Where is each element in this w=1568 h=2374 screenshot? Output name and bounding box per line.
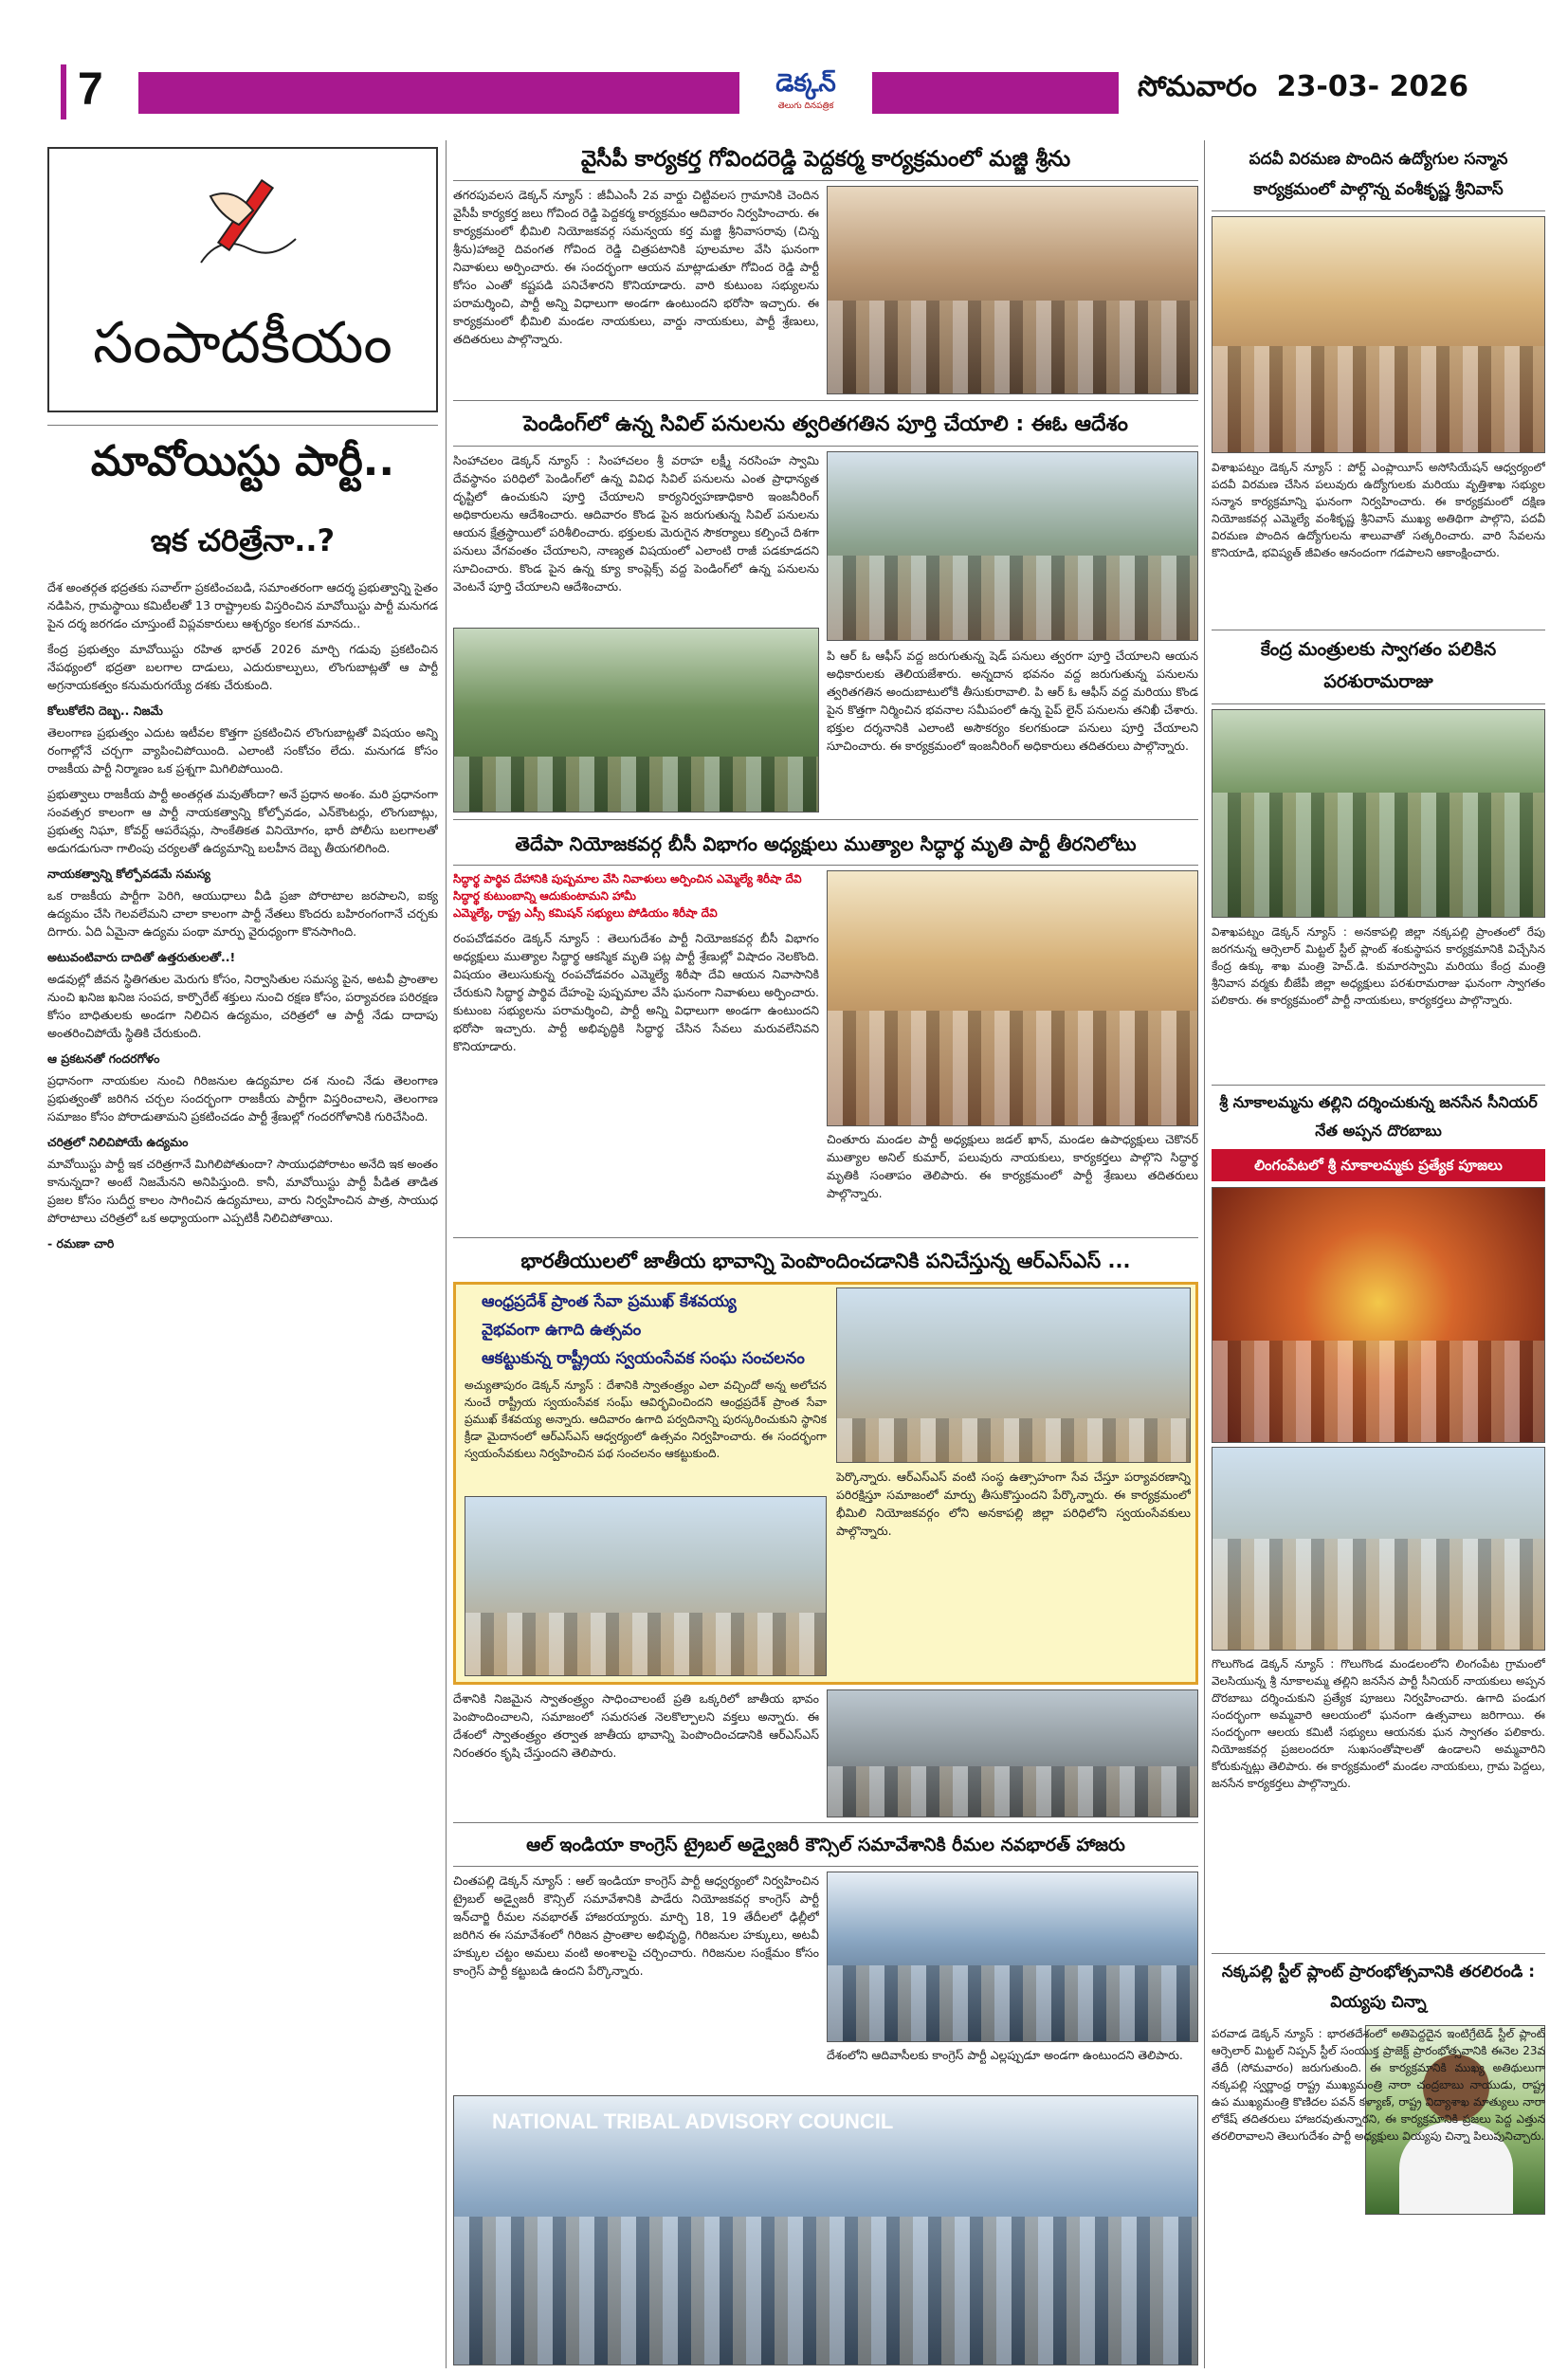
editorial-subhead: నాయకత్వాన్ని కోల్పోవడమే సమస్య	[47, 867, 211, 881]
rss-bullets	[465, 1287, 827, 1373]
story-rule	[1212, 703, 1545, 704]
story-photo	[453, 628, 819, 813]
story-photo	[453, 2095, 1198, 2365]
story-rule	[453, 1237, 1198, 1238]
column-rule	[1204, 140, 1205, 2368]
story-headline: భారతీయులలో జాతీయ భావాన్ని పెంపొందించడానికి పనిచేస్తున్న ఆర్ఎస్ఎస్ ...	[520, 1250, 1131, 1272]
story-headline: పెండింగ్‌లో ఉన్న సివిల్ పనులను త్వరితగతిన పూర్తి చేయాలి : ఈఓ ఆదేశం	[523, 412, 1128, 436]
story-headline: వైసీపీ కార్యకర్త గోవిందరెడ్డి పెద్దకర్మ కార్యక్రమంలో మజ్జి శ్రీను	[580, 147, 1071, 172]
editorial-headline: మావోయిస్టు పార్టీ..	[90, 437, 395, 485]
story-headline: పదవీ విరమణ పొందిన ఉద్యోగుల సన్మాన కార్యక్రమంలో పాల్గొన్న వంశీకృష్ణ శ్రీనివాస్	[1249, 150, 1508, 199]
story-body: విశాఖపట్నం డెక్కన్ న్యూస్ : పోర్ట్ ఎంప్లాయీస్ అసోసియేషన్ ఆధ్వర్యంలో పదవీ విరమణ చేసిన పలువురు ఉద్యోగులకు మరియు వృత్తిశాఖ సభ్యుల సన్మాన కార్యక్రమాన్ని ఘనంగా నిర్వహించారు. ఈ కార్యక్రమంలో దక్షిణ నియోజకవర్గ ఎమ్మెల్యే వంశీకృష్ణ శ్రీనివాస్ ముఖ్య అతిథిగా పాల్గొని, పదవీ విరమణ పొందిన ఉద్యోగులను శాలువాతో సత్కరించారు. వారి సేవలను కొనియాడి, భవిష్యత్ జీవితం ఆనందంగా గడపాలని ఆకాంక్షించారు.	[1212, 461, 1545, 559]
red-band: లింగంపేటలో శ్రీ నూకాలమ్మకు ప్రత్యేక పూజలు	[1212, 1149, 1545, 1181]
story-body: చింతపల్లి డెక్కన్ న్యూస్ : ఆల్ ఇండియా కాంగ్రెస్ పార్టీ ఆధ్వర్యంలో నిర్వహించిన ట్రైబల్ అడ్వైజరీ కౌన్సిల్ సమావేశానికి పాడేరు నియోజకవర్గ కాంగ్రెస్ పార్టీ ఇన్‌చార్జి రీమల నవభారత్ హాజరయ్యారు. మార్చి 18, 19 తేదీలలో ఢిల్లీలో జరిగిన ఈ సమావేశంలో గిరిజన ప్రాంతాల అభివృద్ధి, గిరిజనుల హక్కులు, అటవీ హక్కుల చట్టం అమలు వంటి అంశాలపై చర్చించారు. గిరిజనుల సంక్షేమం కోసం కాంగ్రెస్ పార్టీ కట్టుబడి ఉందని పేర్కొన్నారు.	[453, 1873, 819, 1978]
story-rule	[453, 180, 1198, 181]
story-body: దేశానికి నిజమైన స్వాతంత్ర్యం సాధించాలంటే ప్రతి ఒక్కరిలో జాతీయ భావం పెంపొందించాలని, సమాజంలో సమరసత నెలకొల్పాలని వక్తలు అన్నారు. ఈ దేశంలో స్వాతంత్ర్యం తర్వాత జాతీయ భావాన్ని పెంపొందించడానికి ఆర్ఎస్ఎస్ నిరంతరం కృషి చేస్తుందని తెలిపారు.	[453, 1691, 819, 1760]
story-photo	[827, 186, 1198, 394]
story-body: పెర్కొన్నారు. ఆర్ఎస్ఎస్ వంటి సంస్థ ఉత్సాహంగా సేవ చేస్తూ పర్యావరణాన్ని పరిరక్షిస్తూ సమాజంలో మార్పు తీసుకొస్తుందని పేర్కొన్నారు. ఈ కార్యక్రమంలో భీమిలి నియోజకవర్గం లోని అనకాపల్లి జిల్లా పరిధిలోని స్వయంసేవకులు పాల్గొన్నారు.	[836, 1470, 1191, 1538]
masthead-band	[138, 72, 1119, 114]
story-body: గొలుగొండ డెక్కన్ న్యూస్ : గొలుగొండ మండలంలోని లింగంపేట గ్రామంలో వెలసియున్న శ్రీ నూకాలమ్మ తల్లిని జనసేన పార్టీ సీనియర్ నాయకులు అప్పన దొరబాబు దర్శించుకుని ప్రత్యేక పూజలు నిర్వహించారు. ఉగాది పండుగ సందర్భంగా అమ్మవారి ఆలయంలో ఘనంగా ఉత్సవాలు జరిగాయి. ఈ సందర్భంగా ఆలయ కమిటీ సభ్యులు ఆయనకు ఘన స్వాగతం పలికారు. నియోజకవర్గ ప్రజలందరూ సుఖసంతోషాలతో ఉండాలని అమ్మవారిని కోరుకున్నట్లు తెలిపారు. ఈ కార్యక్రమంలో మండల నాయకులు, గ్రామ పెద్దలు, జనసేన కార్యకర్తలు పాల్గొన్నారు.	[1212, 1657, 1545, 1790]
story-body: పి ఆర్ ఓ ఆఫీస్ వద్ద జరుగుతున్న షెడ్ పనులు త్వరగా పూర్తి చేయాలని ఆయన అధికారులకు తెలియజేశారు. అన్నదాన భవనం వద్ద జరుగుతున్న పనులను త్వరితగతిన అందుబాటులోకి తీసుకురావాలి. పి ఆర్ ఓ ఆఫీస్ వద్ద మరియు కొండ పైన కొత్తగా నిర్మించిన భవనాల సమీపంలో ఉన్న పైప్ లైన్ పనులను తనిఖీ చేశారు. భక్తుల దర్శనానికి ఎలాంటి అసౌకర్యం కలగకుండా పనులు పూర్తి చేయాలని సూచించారు. ఈ కార్యక్రమంలో ఇంజనీరింగ్ అధికారులు తదితరులు పాల్గొన్నారు.	[827, 648, 1198, 753]
editorial-paragraph: ప్రభుత్వాలు రాజకీయ పార్టీ అంతర్గత మవుతోందా? అనే ప్రధాన అంశం. మరి ప్రధానంగా సంవత్సర కాలంగా ఆ పార్టీ నాయకత్వాన్ని కోల్పోవడం, ఎన్‌కౌంటర్లు, లొంగుబాట్లు, ప్రభుత్వ నిఘా, కోవర్ట్ ఆపరేషన్లు, సాంకేతికత వినియోగం, భారీ పోలీసు బలగాలతో అడుగడుగునా గాలింపు చర్యలతో ఉద్యమాన్ని బలహీన దెబ్బ తీయగలిగింది.	[47, 787, 438, 855]
story-red-subhead: సిద్ధార్థ పార్థివ దేహానికి పుష్పమాల వేసి నివాళులు అర్పించిన ఎమ్మెల్యే శిరీషా దేవి	[453, 872, 802, 886]
logo-text: డెక్కన్	[775, 69, 836, 98]
story-red-subhead: సిద్ధార్థ కుటుంబాన్ని ఆదుకుంటామని హామీ	[453, 889, 636, 903]
story-body: సింహాచలం డెక్కన్ న్యూస్ : సింహాచలం శ్రీ వరాహ లక్ష్మీ నరసింహ స్వామి దేవస్థానం పరిధిలో పెండింగ్‌లో ఉన్న వివిధ సివిల్ పనులను ఎంత ప్రాధాన్యత దృష్టిలో ఉంచుకుని పూర్తి చేయాలని కార్యనిర్వహణాధికారి ఇంజనీరింగ్ అధికారులను ఆదేశించారు. ఆదివారం కొండ పైన జరుగుతున్న సివిల్ పనులను ఆయన క్షేత్రస్థాయిలో పరిశీలించారు. భక్తులకు మెరుగైన సౌకర్యాలు కల్పించే దిశగా పనులు వేగవంతం చేయాలని, నాణ్యత విషయంలో ఎలాంటి రాజీ పడకూడదని సూచించారు. కొండ పైన ఉన్న క్యూ కాంప్లెక్స్ వద్ద పెండింగ్‌లో ఉన్న పనులను వెంటనే పూర్తి చేయాలని ఆదేశించారు.	[453, 453, 819, 594]
editorial-paragraph: అడవుల్లో జీవన స్థితిగతుల మెరుగు కోసం, నిర్వాసితుల సమస్య పైన, అటవీ ప్రాంతాల నుంచి ఖనిజ ఖనిజ సంపద, కార్పొరేట్ శక్తులు నుంచి రక్షణ కోసం, పర్యావరణ పరిరక్షణ కోసం బాధితులకు అండగా నిలిచిన ఉద్యమం, చరిత్రలో ఆ పార్టీ నేడు దాదాపు అంతరించిపోయే స్థితికి చేరుకుంది.	[47, 972, 438, 1040]
story-rule	[1212, 1953, 1545, 1954]
issue-date: సోమవారం 23-03- 2026	[1138, 70, 1469, 103]
editorial-subheadline: ఇక చరిత్రేనా..?	[150, 522, 336, 558]
editorial-paragraph: ప్రధానంగా నాయకుల నుంచి గిరిజనుల ఉద్యమాల దశ నుంచి నేడు తెలంగాణ ప్రభుత్వంతో జరిగిన చర్చల సందర్భంగా రాజకీయ పార్టీగా విస్తరించాలని, తెలంగాణ సమాజం కోసం పోరాడుతామని ప్రకటించడం పార్టీ శ్రేణుల్లో గందరగోళానికి గురిచేసింది.	[47, 1073, 438, 1123]
story-photo	[827, 451, 1198, 641]
editorial-subhead: కోలుకోలేని దెబ్బ.. నిజమే	[47, 703, 163, 718]
conference-banner: NATIONAL TRIBAL ADVISORY COUNCIL	[492, 2109, 894, 2133]
story-body: తగరపువలస డెక్కన్ న్యూస్ : జీవీఎంసీ 2వ వార్డు చిట్టివలస గ్రామానికి చెందిన వైసీపీ కార్యకర్త జలు గోవింద రెడ్డి పెద్దకర్మ కార్యక్రమం ఆదివారం నిర్వహించారు. ఈ కార్యక్రమంలో భీమిలి నియోజకవర్గ సమన్వయ కర్త మజ్జి శ్రీనివాసరావు (చిన్న శ్రీను)హాజరై దివంగత గోవింద రెడ్డి చిత్రపటానికి పూలమాల వేసి ఘనంగా నివాళులు అర్పించారు. ఈ సందర్భంగా ఆయన మాట్లాడుతూ గోవింద రెడ్డి పార్టీ కోసం ఎంతో కష్టపడి పనిచేశారని కొనియాడారు. వారి కుటుంబ సభ్యులను పరామర్శించి, పార్టీ అన్ని విధాలుగా అండగా ఉంటుందని భరోసా ఇచ్చారు. ఈ కార్యక్రమంలో భీమిలి మండల నాయకులు, వార్డు నాయకులు, పార్టీ శ్రేణులు, తదితరులు పాల్గొన్నారు.	[453, 188, 819, 346]
story-body: పరవాడ డెక్కన్ న్యూస్ : భారతదేశంలో అతిపెద్దదైన ఇంటిగ్రేటెడ్ స్టీల్ ప్లాంట్ ఆర్సెలార్ మిట్టల్ నిప్పన్ స్టీల్ సంయుక్త ప్రాజెక్ట్ ప్రారంభోత్సవానికి ఈనెల 23వ తేదీ (సోమవారం) జరుగుతుంది. ఈ కార్యక్రమానికి ముఖ్య అతిథులుగా నక్కపల్లి స్వర్ణాంధ్ర రాష్ట్ర ముఖ్యమంత్రి నారా చంద్రబాబు నాయుడు, రాష్ట్ర ఉప ముఖ్యమంత్రి కొణిదల పవన్ కళ్యాణ్, రాష్ట్ర విద్యాశాఖ మాత్యులు నారా లోకేష్ తదితరులు హాజరవుతున్నారని, ఈ కార్యక్రమానికి ప్రజలు పెద్ద ఎత్తున తరలిరావాలని తెలుగుదేశం పార్టీ అధ్యక్షులు వియ్యపు చిన్నా పిలుపునిచ్చారు.	[1212, 2027, 1545, 2143]
story-photo	[1212, 709, 1545, 918]
story-rule	[1212, 1085, 1545, 1086]
editorial-paragraph: ఒక రాజకీయ పార్టీగా పెరిగి, ఆయుధాలు వీడి ప్రజా పోరాటాల జరపాలని, ఐక్య ఉద్యమం చేసి గెలవలేమని చాలా కాలంగా పార్టీ నేతలు కొందరు బహిరంగంగానే చర్చకు దిగారు. ఏది ఏమైనా ఉద్యమ పంథా మార్పు వైరుధ్యంగా కొనసాగింది.	[47, 888, 438, 939]
editorial-paragraph: దేశ అంతర్గత భద్రతకు సవాల్‌గా ప్రకటించబడి, సమాంతరంగా ఆదర్శ ప్రభుత్వాన్ని సైతం నడిపిన, గ్రామస్థాయి కమిటీలతో 13 రాష్ట్రాలకు విస్తరించిన మావోయిస్టు పార్టీ మనుగడ పైన దర్శ జరగడం చూస్తుంటే విప్లవకారులు ఆశ్చర్యం కలగక మానదు..	[47, 580, 438, 630]
story-photo	[827, 1689, 1198, 1817]
story-subheads	[453, 870, 819, 922]
story-headline: నక్కపల్లి స్టీల్ ప్లాంట్ ప్రారంభోత్సవానికి తరలిరండి : వియ్యపు చిన్నా	[1221, 1963, 1536, 2012]
story-red-subhead: ఎమ్మెల్యే, రాష్ట్ర ఎస్సీ కమిషన్ సభ్యులు పోడియం శిరీషా దేవి	[453, 906, 718, 920]
story-rule	[453, 1866, 1198, 1867]
page-number: 7	[78, 64, 103, 115]
editorial-subhead: ఆ ప్రకటనతో గందరగోళం	[47, 1051, 160, 1066]
story-rule	[453, 865, 1198, 866]
editorial-rule	[47, 425, 438, 426]
story-rule	[453, 819, 1198, 820]
story-rule	[453, 446, 1198, 447]
editorial-subhead: చరిత్రలో నిలిచిపోయే ఉద్యమం	[47, 1135, 189, 1149]
story-rule	[453, 1822, 1198, 1823]
editorial-paragraph: తెలంగాణ ప్రభుత్వం ఎదుట ఇటీవల కొత్తగా ప్రకటించిన లొంగుబాట్లతో విషయం అన్ని రంగాల్లోనే చర్చగా వ్యాపించిపోయింది. ఎలాంటి సంకోచం లేదు. మనుగడ కోసం రాజకీయ పార్టీ నిర్మాణం ఒక ప్రశ్నగా మిగిలిపోయింది.	[47, 725, 438, 776]
editorial-title-box	[47, 147, 438, 412]
story-headline: తెదేపా నియోజకవర్గ బీసీ విభాగం అధ్యక్షులు ముత్యాల సిద్ధార్థ మృతి పార్టీ తీరనిలోటు	[515, 832, 1137, 855]
story-body: విశాఖపట్నం డెక్కన్ న్యూస్ : అనకాపల్లి జిల్లా నక్కపల్లి ప్రాంతంలో రేపు జరగనున్న ఆర్సెలార్ మిట్టల్ స్టీల్ ప్లాంట్ శంకుస్థాపన కార్యక్రమానికి విచ్చేసిన కేంద్ర ఉక్కు శాఖ మంత్రి హెచ్.డి. కుమారస్వామి మరియు కేంద్ర మంత్రి శ్రీనివాస వర్మకు బీజేపీ జిల్లా అధ్యక్షులు పరశురామరాజు ఘనంగా స్వాగతం పలికారు. ఈ కార్యక్రమంలో పార్టీ నాయకులు, కార్యకర్తలు పాల్గొన్నారు.	[1212, 925, 1545, 1007]
rss-bullet: ఆంధ్రప్రదేశ్ ప్రాంత సేవా ప్రముఖ్ కేశవయ్య	[482, 1292, 737, 1311]
story-rule	[453, 400, 1198, 401]
editorial-paragraph: మావోయిస్టు పార్టీ ఇక చరిత్రగానే మిగిలిపోతుందా? సాయుధపోరాటం అనేది ఇక అంతం కానున్నదా? అంటే నిజమేనని అనిపిస్తుంది. కానీ, మావోయిస్టు పార్టీ పీడిత తాడిత ప్రజల కోసం సుదీర్ఘ కాలం సాగించిన ఉద్యమాలు, వారు నిర్వహించిన పాత్ర, సాయుధ పోరాటాలు చరిత్రలో ఒక అధ్యాయంగా ఎప్పటికీ నిలిచిపోతాయి.	[47, 1157, 438, 1225]
rss-bullet: వైభవంగా ఉగాది ఉత్సవం	[482, 1321, 642, 1340]
story-photo	[1212, 216, 1545, 453]
rss-bullet: ఆకట్టుకున్న రాష్ట్రీయ స్వయంసేవక సంఘ సంచలనం	[482, 1349, 805, 1368]
story-body: రంపచోడవరం డెక్కన్ న్యూస్ : తెలుగుదేశం పార్టీ నియోజకవర్గ బీసీ విభాగం అధ్యక్షులు ముత్యాల సిద్ధార్థ ఆకస్మిక మృతి పట్ల పార్టీ శ్రేణుల్లో విషాదం నెలకొంది. విషయం తెలుసుకున్న రంపచోడవరం ఎమ్మెల్యే శిరీషా దేవి ఆయన నివాసానికి చేరుకుని సిద్ధార్థ పార్థివ దేహంపై పుష్పమాల వేసి ఘనంగా నివాళులు అర్పించారు. కుటుంబ సభ్యులను పరామర్శించి, పార్టీ అన్ని విధాలుగా అండగా ఉంటుందని భరోసా ఇచ్చారు. పార్టీ అభివృద్ధికి సిద్ధార్థ చేసిన సేవలు మరువలేనివని కొనియాడారు.	[453, 931, 819, 1053]
masthead	[0, 0, 1568, 142]
story-headline: ఆల్ ఇండియా కాంగ్రెస్ ట్రైబల్ అడ్వైజరీ కౌన్సిల్ సమావేశానికి రీమల నవభారత్ హాజరు	[526, 1835, 1125, 1855]
story-photo	[827, 1872, 1198, 2042]
story-body: చింతూరు మండల పార్టీ అధ్యక్షులు జడల్ ఖాన్, మండల ఉపాధ్యక్షులు చెకొనర్ ముత్యాల అనిల్ కుమార్, పలువురు నాయకులు, కార్యకర్తలు పాల్గొని సిద్ధార్థ మృతికి సంతాపం తెలిపారు. ఈ కార్యక్రమంలో పార్టీ శ్రేణులు తదితరులు పాల్గొన్నారు.	[827, 1132, 1198, 1200]
editorial-paragraph: కేంద్ర ప్రభుత్వం మావోయిస్టు రహిత భారత్ 2026 మార్చి గడువు ప్రకటించిన నేపథ్యంలో భద్రతా బలగాల దాడులు, ఎదురుకాల్పులు, లొంగుబాట్లతో ఆ పార్టీ అగ్రనాయకత్వం కనుమరుగయ్యే దశకు చేరుకుంది.	[47, 642, 438, 692]
story-photo	[836, 1287, 1191, 1463]
page-number-marker	[61, 64, 66, 119]
story-photo	[827, 870, 1198, 1126]
story-photo	[465, 1496, 827, 1676]
story-rule	[1212, 210, 1545, 211]
story-photo	[1212, 1187, 1545, 1443]
logo-tagline: తెలుగు దినపత్రిక	[777, 101, 834, 111]
logo	[739, 66, 872, 123]
editorial-subhead: అటువంటివారు దాదితో ఉత్తరుతులతో..!	[47, 950, 236, 964]
story-body: అచ్యుతాపురం డెక్కన్ న్యూస్ : దేశానికి స్వాతంత్ర్యం ఎలా వచ్చిందో అన్న అలోచన నుంచే రాష్ట్రీయ స్వయంసేవక సంఘ్ ఆవిర్భవించిందని ఆంధ్రప్రదేశ్ ప్రాంత సేవా ప్రముఖ్ కేశవయ్య అన్నారు. ఆదివారం ఉగాది పర్వదినాన్ని పురస్కరించుకుని స్థానిక క్రీడా మైదానంలో ఆర్ఎస్ఎస్ ఆధ్వర్యంలో ఉత్సవం నిర్వహించారు. ఈ సందర్భంగా స్వయంసేవకులు నిర్వహించిన పథ సంచలనం ఆకట్టుకుంది.	[465, 1379, 827, 1460]
story-body: దేశంలోని ఆదివాసీలకు కాంగ్రెస్ పార్టీ ఎల్లప్పుడూ అండగా ఉంటుందని తెలిపారు.	[827, 2048, 1183, 2062]
story-photo	[1212, 1447, 1545, 1651]
editorial-section-title: సంపాదకీయం	[93, 310, 392, 376]
editorial-body	[47, 578, 438, 2351]
story-headline: కేంద్ర మంత్రులకు స్వాగతం పలికిన పరశురామరాజు	[1260, 639, 1497, 692]
story-headline: శ్రీ నూకాలమ్మను తల్లిని దర్శించుకున్న జనసేన సీనియర్ నేత అప్పన దొరబాబు	[1219, 1093, 1538, 1140]
editorial-author: - రమణా చారి	[47, 1236, 115, 1251]
pen-icon	[182, 158, 324, 282]
column-rule	[446, 140, 447, 2368]
